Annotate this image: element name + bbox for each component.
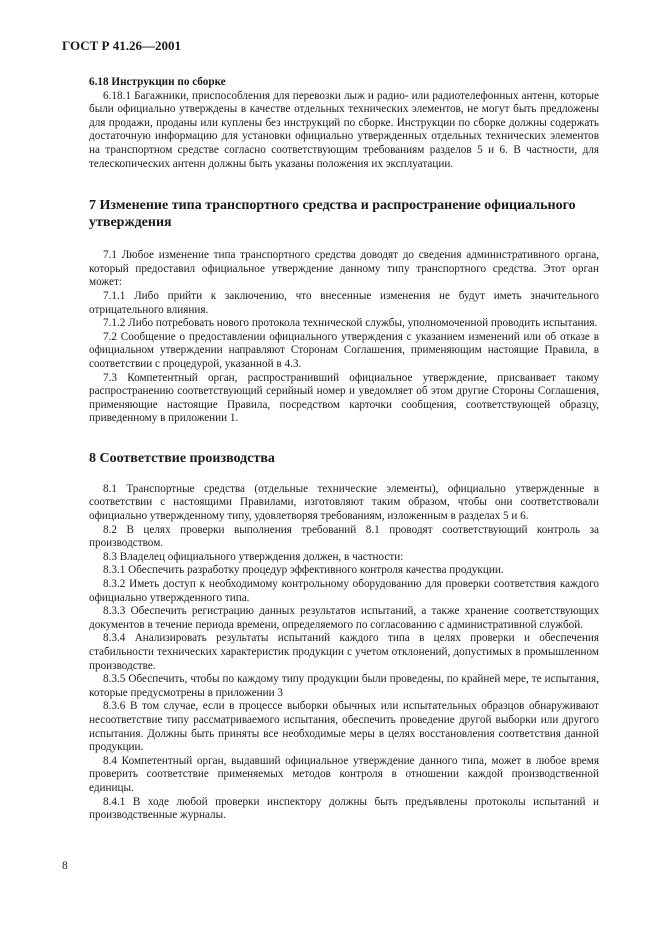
- paragraph-7-1-2: 7.1.2 Либо потребовать нового протокола технической службы, уполномоченной проводить испытания.: [103, 317, 598, 330]
- paragraph-7-2: 7.2 Сообщение о предоставлении официального утверждения с указанием изменений или об отказе в официальном утверждении направляют Сторонам Соглашения, применяющим настоящие Правила, в соответствии с процедурой, указанной в 4.3.: [89, 330, 599, 370]
- paragraph-8-3-4: 8.3.4 Анализировать результаты испытаний каждого типа в целях проверки и обеспечения стабильности технических характеристик продукции с учетом отклонений, допустимых в промышленном производстве.: [89, 632, 599, 672]
- section-7-title: 7 Изменение типа транспортного средства и распространение официального утверждения: [89, 198, 576, 231]
- paragraph-8-1: 8.1 Транспортные средства (отдельные технические элементы), официально утвержденные в соответствии с настоящими Правилами, изготовляют таким образом, чтобы они соответствовали официально утвержденному типу, удовлетворяя требованиям, изложенным в разделах 5 и 6.: [89, 482, 599, 523]
- paragraph-8-4: 8.4 Компетентный орган, выдавший официальное утверждение данного типа, может в любое время проверить соответствие применяемых методов контроля в отношении каждой производственной единицы.: [89, 754, 599, 794]
- paragraph-8-3-5: 8.3.5 Обеспечить, чтобы по каждому типу продукции были проведены, по крайней мере, те испытания, которые предусмотрены в приложении 3: [89, 673, 599, 699]
- page-number: 8: [62, 860, 68, 872]
- paragraph-8-3-6: 8.3.6 В том случае, если в процессе выборки обычных или испытательных образцов обнаруживают несоответствие типу рассматриваемого испытания, обеспечить проведение другой выборки или другого испытания. Должны быть приняты все необходимые меры в целях восстановления соответствия данной продукции.: [89, 700, 599, 754]
- paragraph-7-1: 7.1 Любое изменение типа транспортного средства доводят до сведения административного органа, который предоставил официальное утверждение данному типу транспортного средства. Этот орган может:: [89, 249, 599, 289]
- subsection-heading-6-18: 6.18 Инструкции по сборке: [89, 76, 226, 88]
- paragraph-7-3: 7.3 Компетентный орган, распространивший официальное утверждение, присваивает такому распространению соответствующий серийный номер и уведомляет об этом другие Стороны Соглашения, применяющие настоящие Правила, посредством карточки сообщения, соответствующей образцу, приведенному в приложении 1.: [89, 371, 599, 425]
- paragraph-8-3: 8.3 Владелец официального утверждения должен, в частности:: [103, 550, 404, 563]
- paragraph-8-3-3: 8.3.3 Обеспечить регистрацию данных результатов испытаний, а также хранение соответствующих документов в течение периода времени, определяемого по согласованию с административной службой.: [89, 605, 599, 631]
- page-content: [89, 76, 599, 823]
- paragraph-8-4-1: 8.4.1 В ходе любой проверки инспектору должны быть предъявлены протоколы испытаний и производственные журналы.: [89, 795, 599, 822]
- section-8-title: 8 Соответствие производства: [89, 450, 275, 466]
- document-header: ГОСТ Р 41.26—2001: [62, 38, 181, 53]
- paragraph-7-1-1: 7.1.1 Либо прийти к заключению, что внесенные изменения не будут иметь значительного отрицательного влияния.: [89, 289, 599, 316]
- paragraph-6-18-1: 6.18.1 Багажники, приспособления для перевозки лыж и радио- или радиотелефонных антенн, которые были официально утверждены в качестве отдельных технических элементов, не могут быть предложены для продажи, проданы или куплены без инструкций по сборке. Инструкции по сборке должны содержать достаточную информацию для установки официально утвержденных отдельных технических элементов на транспортном средстве согласно соответствующим требованиям разделов 5 и 6. В частности, для телескопических антенн должны быть указаны положения их эксплуатации.: [89, 89, 599, 170]
- paragraph-8-3-2: 8.3.2 Иметь доступ к необходимому контрольному оборудованию для проверки соответствия каждого официально утвержденного типа.: [89, 578, 599, 604]
- paragraph-8-3-1: 8.3.1 Обеспечить разработку процедур эффективного контроля качества продукции.: [103, 564, 504, 577]
- paragraph-8-2: 8.2 В целях проверки выполнения требований 8.1 проводят соответствующий контроль за производством.: [89, 523, 599, 550]
